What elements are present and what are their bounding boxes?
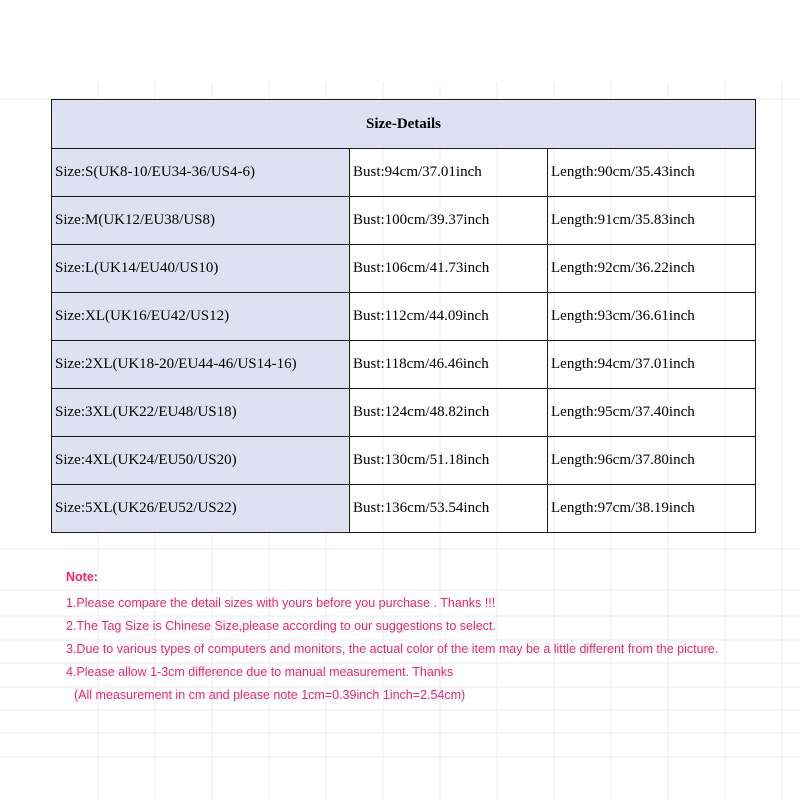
table-row [52, 437, 756, 485]
table-row [52, 149, 756, 197]
length-cell: Length:94cm/37.01inch [548, 341, 756, 389]
bust-cell: Bust:100cm/39.37inch [350, 197, 548, 245]
bust-cell: Bust:124cm/48.82inch [350, 389, 548, 437]
length-cell: Length:93cm/36.61inch [548, 293, 756, 341]
size-cell: Size:S(UK8-10/EU34-36/US4-6) [52, 149, 350, 197]
table-row [52, 245, 756, 293]
bust-cell: Bust:118cm/46.46inch [350, 341, 548, 389]
table-row [52, 197, 756, 245]
table-row [52, 341, 756, 389]
bust-cell: Bust:94cm/37.01inch [350, 149, 548, 197]
length-cell: Length:95cm/37.40inch [548, 389, 756, 437]
length-cell: Length:96cm/37.80inch [548, 437, 756, 485]
size-cell: Size:5XL(UK26/EU52/US22) [52, 485, 350, 533]
size-cell: Size:2XL(UK18-20/EU44-46/US14-16) [52, 341, 350, 389]
note-line: (All measurement in cm and please note 1cm=0.39inch 1inch=2.54cm) [74, 688, 466, 702]
length-cell: Length:97cm/38.19inch [548, 485, 756, 533]
length-cell: Length:92cm/36.22inch [548, 245, 756, 293]
bust-cell: Bust:106cm/41.73inch [350, 245, 548, 293]
note-line: 1.Please compare the detail sizes with yours before you purchase . Thanks !!! [66, 596, 496, 610]
bust-cell: Bust:130cm/51.18inch [350, 437, 548, 485]
length-cell: Length:90cm/35.43inch [548, 149, 756, 197]
bust-cell: Bust:136cm/53.54inch [350, 485, 548, 533]
size-cell: Size:3XL(UK22/EU48/US18) [52, 389, 350, 437]
note-line: 3.Due to various types of computers and monitors, the actual color of the item may be a little different from the picture. [66, 642, 719, 656]
size-cell: Size:M(UK12/EU38/US8) [52, 197, 350, 245]
table-header-row [52, 100, 756, 149]
size-cell: Size:4XL(UK24/EU50/US20) [52, 437, 350, 485]
table-row [52, 389, 756, 437]
note-line: 4.Please allow 1-3cm difference due to manual measurement. Thanks [66, 665, 454, 679]
note-line: 2.The Tag Size is Chinese Size,please according to our suggestions to select. [66, 619, 496, 633]
length-cell: Length:91cm/35.83inch [548, 197, 756, 245]
size-cell: Size:L(UK14/EU40/US10) [52, 245, 350, 293]
notes-section [66, 570, 796, 711]
size-cell: Size:XL(UK16/EU42/US12) [52, 293, 350, 341]
table-row [52, 485, 756, 533]
note-title: Note: [66, 570, 98, 584]
bust-cell: Bust:112cm/44.09inch [350, 293, 548, 341]
table-row [52, 293, 756, 341]
size-details-table [51, 99, 756, 533]
table-title: Size-Details [52, 100, 756, 149]
